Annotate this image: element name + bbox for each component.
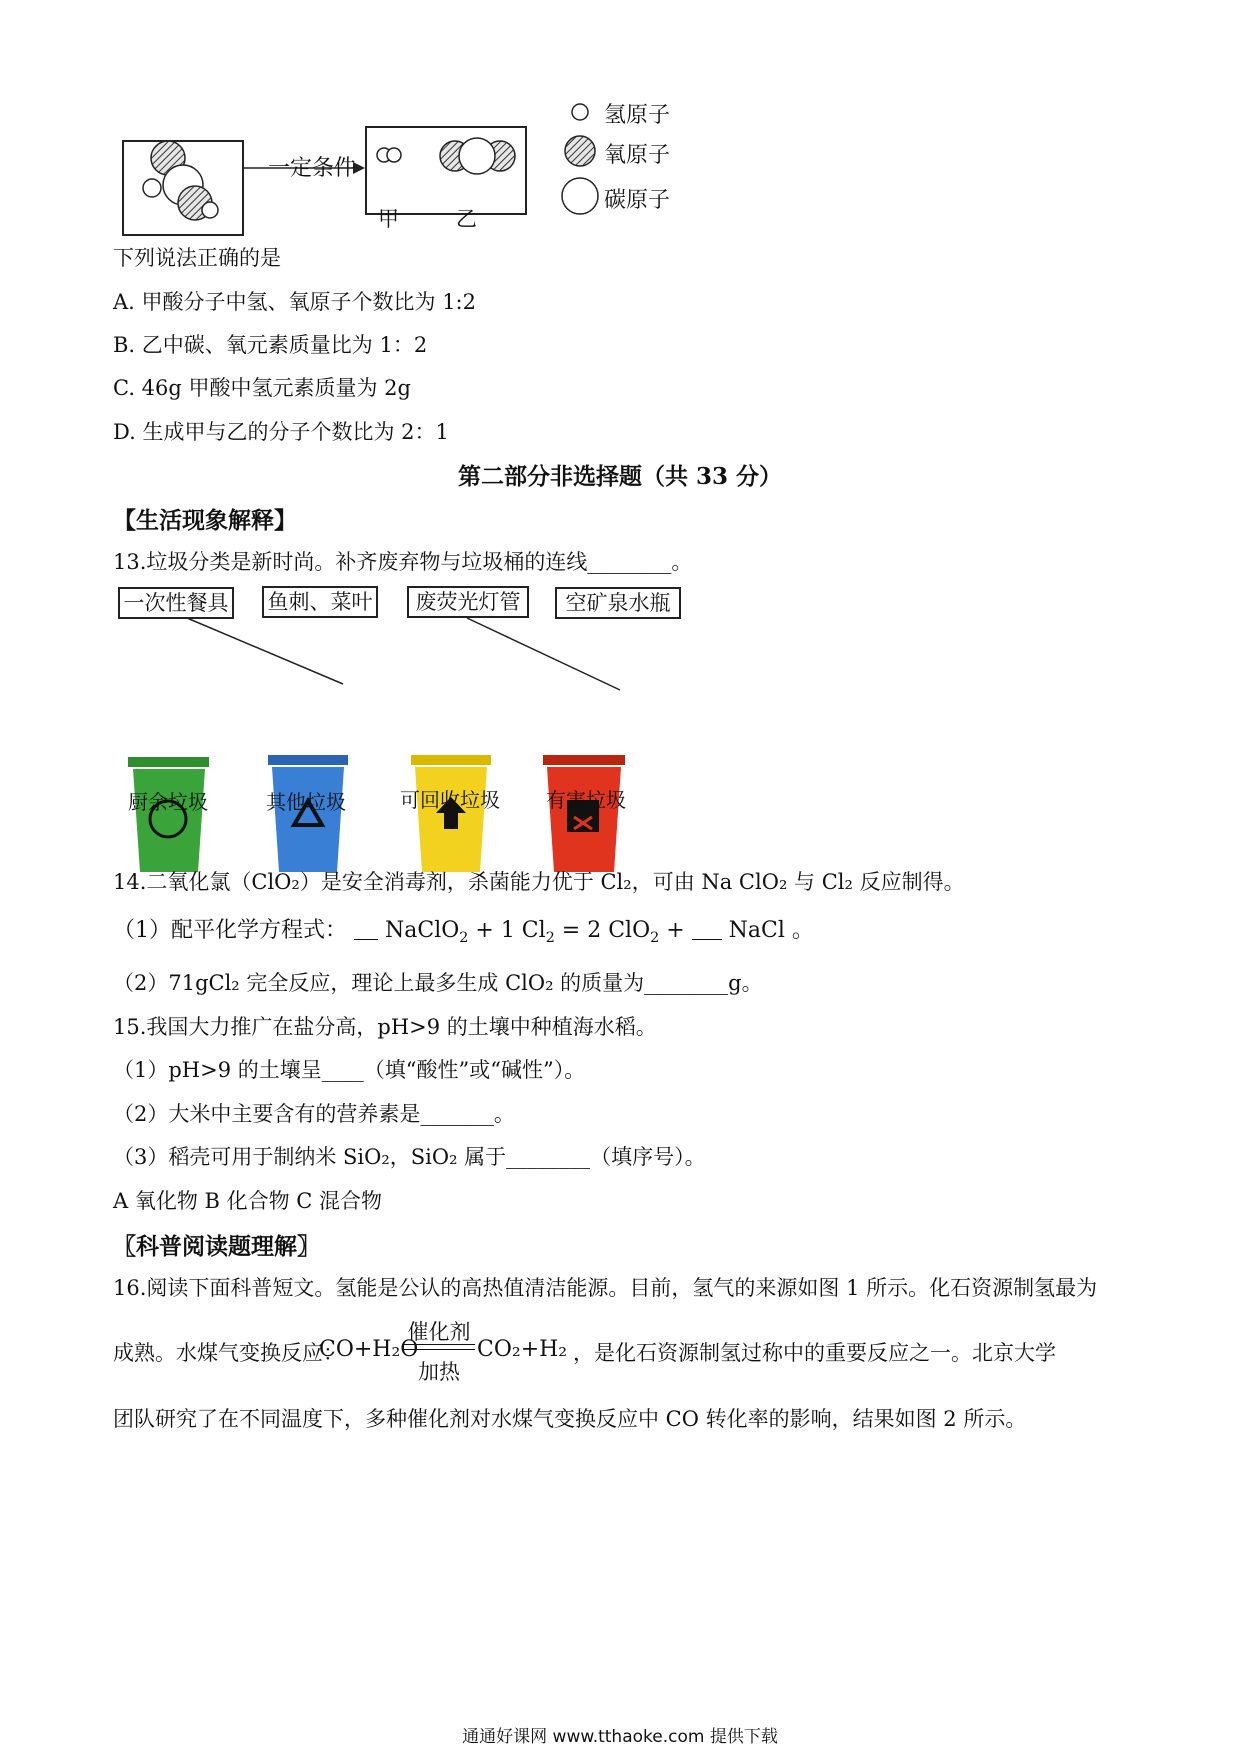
bin-harmful-label: 有害垃圾 bbox=[546, 788, 626, 812]
q15-part3: （3）稻壳可用于制纳米 SiO₂，SiO₂ 属于________（填序号）。 bbox=[113, 1145, 706, 1169]
eq-term-clo2: = 2 ClO bbox=[561, 918, 651, 943]
bin-recyclable-label: 可回收垃圾 bbox=[400, 788, 500, 812]
bin-kitchen-label: 厨余垃圾 bbox=[128, 790, 208, 814]
eq-plus: + bbox=[666, 918, 685, 943]
q14-part1-prefix: （1）配平化学方程式： bbox=[113, 918, 347, 943]
q16-line1: 16.阅读下面科普短文。氢能是公认的高热值清洁能源。目前，氢气的来源如图 1 所示。化石资源制氢最为 bbox=[113, 1276, 1098, 1300]
legend-carbon-symbol bbox=[562, 178, 598, 214]
formic-h-atom-1 bbox=[143, 179, 161, 197]
bin-harmful bbox=[543, 755, 625, 872]
q14-stem: 14.二氧化氯（ClO₂）是安全消毒剂，杀菌能力优于 Cl₂，可由 Na ClO₂ 与 Cl₂ 反应制得。 bbox=[113, 870, 965, 894]
product-a-label: 甲 bbox=[378, 207, 399, 231]
eq-right: CO₂+H₂ bbox=[477, 1337, 568, 1362]
legend-carbon-label: 碳原子 bbox=[604, 188, 671, 213]
section-title-life: 【生活现象解释】 bbox=[113, 507, 297, 534]
q16-line3: 团队研究了在不同温度下，多种催化剂对水煤气变换反应中 CO 转化率的影响，结果如图 2 所示。 bbox=[113, 1407, 1027, 1431]
q15-part2: （2）大米中主要含有的营养素是_______。 bbox=[113, 1102, 515, 1126]
eq-term-nacl: NaCl 。 bbox=[728, 918, 814, 943]
bin-other-body bbox=[272, 767, 344, 872]
eq-left: CO+H₂O bbox=[319, 1337, 419, 1362]
co2-c-atom bbox=[459, 138, 495, 174]
eq-condition-top: 催化剂 bbox=[407, 1320, 471, 1344]
q16-line2-suffix: ，是化石资源制氢过称中的重要反应之一。北京大学 bbox=[573, 1341, 1056, 1365]
part2-title: 第二部分非选择题（共 33 分） bbox=[457, 463, 783, 490]
coef-blank-1 bbox=[354, 917, 378, 940]
product-b-label: 乙 bbox=[456, 207, 477, 231]
q12-option-b: B. 乙中碳、氧元素质量比为 1：2 bbox=[113, 333, 428, 357]
q14-part2: （2）71gCl₂ 完全反应，理论上最多生成 ClO₂ 的质量为________g。 bbox=[113, 971, 763, 995]
q16-line2-prefix: 成熟。水煤气变换反应： bbox=[113, 1341, 344, 1365]
waste-item-bottle: 空矿泉水瓶 bbox=[555, 587, 681, 619]
waste-item-lamp: 废荧光灯管 bbox=[407, 586, 529, 618]
waste-item-fishbone: 鱼刺、菜叶 bbox=[262, 586, 378, 618]
legend-hydrogen-symbol bbox=[572, 104, 588, 120]
bin-other-label: 其他垃圾 bbox=[266, 790, 346, 814]
eq-term-naclo2: NaClO bbox=[385, 918, 460, 943]
page-footer: 通通好课网 www.tthaoke.com 提供下载 bbox=[462, 1727, 778, 1747]
eq-term-cl2: + 1 Cl bbox=[475, 918, 546, 943]
q12-option-d: D. 生成甲与乙的分子个数比为 2：1 bbox=[113, 420, 449, 444]
connect-line-2 bbox=[467, 618, 620, 690]
legend-oxygen-label: 氧原子 bbox=[604, 143, 671, 168]
eq-condition-bottom: 加热 bbox=[418, 1360, 460, 1384]
legend-hydrogen-label: 氢原子 bbox=[604, 103, 671, 128]
reaction-diagram-svg bbox=[110, 100, 770, 250]
q13-stem: 13.垃圾分类是新时尚。补齐废弃物与垃圾桶的连线________。 bbox=[113, 550, 693, 574]
bins-svg bbox=[100, 615, 700, 905]
q15-options: A 氧化物 B 化合物 C 混合物 bbox=[113, 1189, 383, 1213]
coef-blank-2 bbox=[692, 917, 722, 940]
q12-stem: 下列说法正确的是 bbox=[113, 246, 281, 270]
q14-part1: （1）配平化学方程式： NaClO$_2$ + 1 $Cl_2 = 2$ ClO$_2$ + NaCl 。 bbox=[113, 918, 814, 946]
q12-option-a: A. 甲酸分子中氢、氧原子个数比为 1:2 bbox=[113, 290, 476, 314]
bin-recyclable bbox=[411, 755, 491, 872]
eq-double-line bbox=[403, 1344, 475, 1350]
formic-h-atom-2 bbox=[202, 202, 218, 218]
h2-atom-2 bbox=[387, 148, 401, 162]
bin-kitchen-body bbox=[133, 769, 205, 872]
section-title-reading: 〖科普阅读题理解〗 bbox=[113, 1233, 320, 1260]
connect-line-1 bbox=[187, 618, 343, 684]
q15-stem: 15.我国大力推广在盐分高，pH>9 的土壤中种植海水稻。 bbox=[113, 1015, 657, 1039]
legend-oxygen-symbol bbox=[565, 136, 595, 166]
q12-option-c: C. 46g 甲酸中氢元素质量为 2g bbox=[113, 376, 411, 400]
arrow-label: 一定条件 bbox=[268, 156, 357, 181]
waste-item-tableware: 一次性餐具 bbox=[118, 587, 234, 619]
q15-part1: （1）pH>9 的土壤呈____（填“酸性”或“碱性”）。 bbox=[113, 1058, 586, 1082]
